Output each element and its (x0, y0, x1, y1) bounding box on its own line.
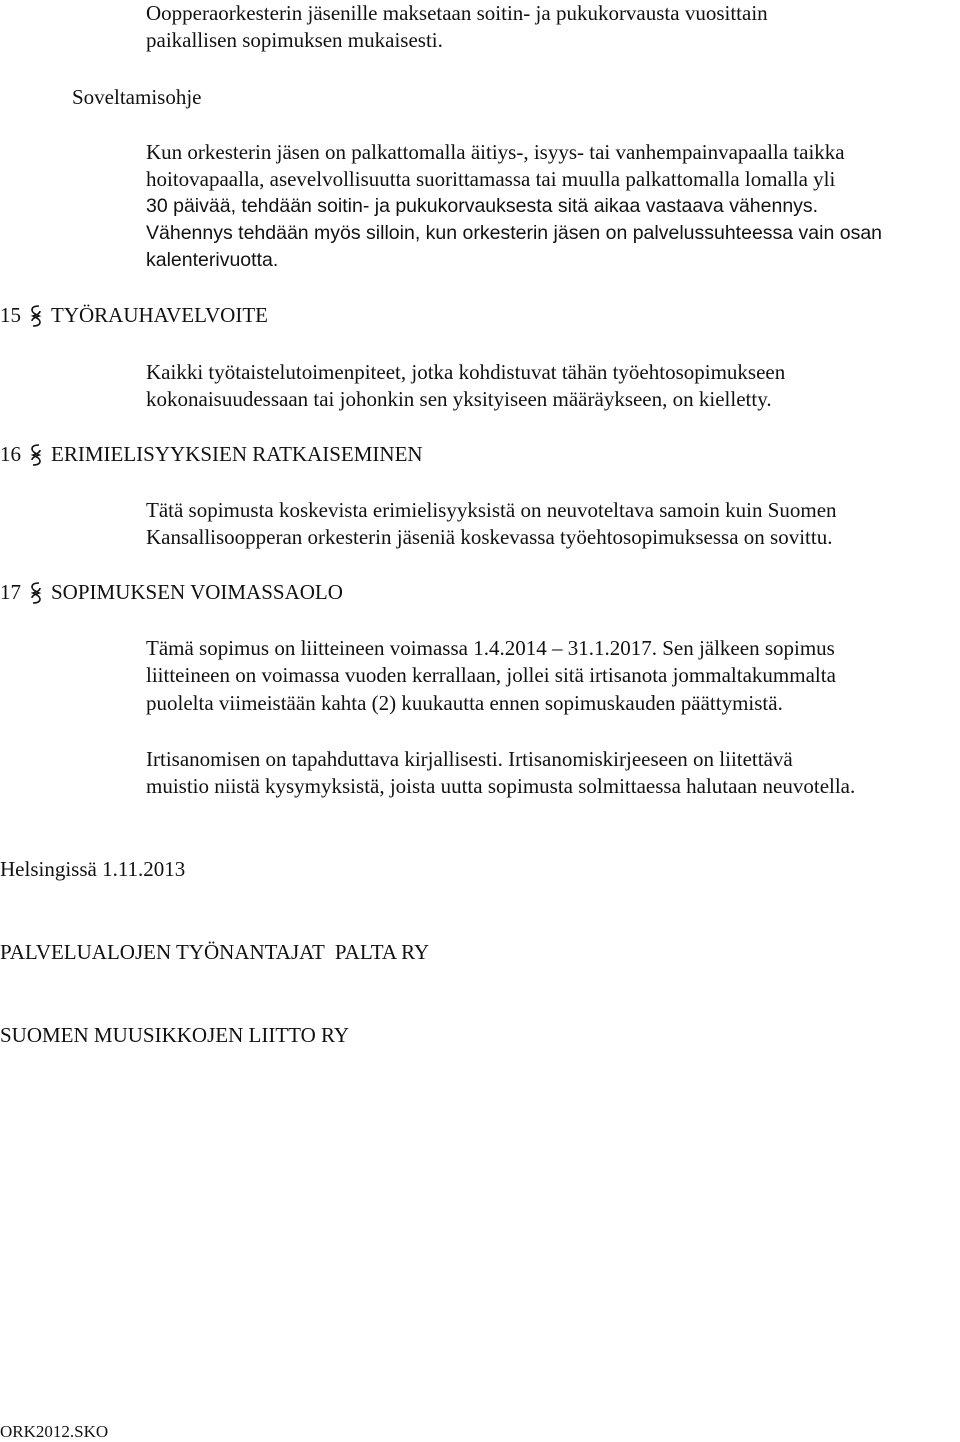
guidance-line-2: hoitovapaalla, asevelvollisuutta suorittamassa tai muulla palkattomalla lomalla yli (146, 167, 836, 191)
section-sign-icon (29, 580, 43, 606)
guidance-line-5: kalenterivuotta. (146, 249, 279, 271)
guidance-line-4: Vähennys tehdään myös silloin, kun orkesterin jäsen on palvelussuhteessa vain osan (146, 222, 883, 244)
section-15-line-1: Kaikki työtaistelutoimenpiteet, jotka kohdistuvat tähän työehtosopimukseen (146, 360, 786, 384)
section-sign-icon (29, 303, 43, 329)
section-16-heading (0, 441, 423, 468)
signatory-union: SUOMEN MUUSIKKOJEN LIITTO RY (0, 1023, 350, 1047)
section-number: 15 (0, 303, 21, 327)
section-number: 16 (0, 442, 21, 466)
section-17-heading (0, 579, 343, 606)
section-15-heading (0, 302, 268, 329)
guidance-line-1: Kun orkesterin jäsen on palkattomalla äitiys-, isyys- tai vanhempainvapaalla taikka (146, 140, 845, 164)
guidance-label: Soveltamisohje (72, 85, 202, 109)
signatory-employer: PALVELUALOJEN TYÖNANTAJAT PALTA RY (0, 940, 430, 964)
guidance-line-3: 30 päivää, tehdään soitin- ja pukukorvauksesta sitä aikaa vastaava vähennys. (146, 195, 819, 217)
intro-line-1: Oopperaorkesterin jäsenille maksetaan soitin- ja pukukorvausta vuosittain (146, 1, 768, 25)
intro-line-2: paikallisen sopimuksen mukaisesti. (146, 28, 443, 52)
section-number: 17 (0, 580, 21, 604)
place-date: Helsingissä 1.11.2013 (0, 857, 186, 881)
section-17-p2-line-2: muistio niistä kysymyksistä, joista uutta sopimusta solmittaessa halutaan neuvotella. (146, 774, 856, 798)
section-17-p1-line-3: puolelta viimeistään kahta (2) kuukautta ennen sopimuskauden päättymistä. (146, 691, 783, 715)
section-16-line-2: Kansallisoopperan orkesterin jäseniä koskevassa työehtosopimuksessa on sovittu. (146, 525, 833, 549)
section-sign-icon (29, 442, 43, 468)
section-title: TYÖRAUHAVELVOITE (51, 303, 268, 327)
section-title: SOPIMUKSEN VOIMASSAOLO (51, 580, 343, 604)
section-16-line-1: Tätä sopimusta koskevista erimielisyyksistä on neuvoteltava samoin kuin Suomen (146, 498, 837, 522)
section-17-p1-line-2: liitteineen on voimassa vuoden kerrallaan, jollei sitä irtisanota jommaltakummalta (146, 663, 836, 687)
section-17-p1-line-1: Tämä sopimus on liitteineen voimassa 1.4.2014 – 31.1.2017. Sen jälkeen sopimus (146, 636, 835, 660)
document-code: ORK2012.SKO (0, 1422, 109, 1441)
section-15-line-2: kokonaisuudessaan tai johonkin sen yksityiseen määräykseen, on kielletty. (146, 387, 772, 411)
section-17-p2-line-1: Irtisanomisen on tapahduttava kirjallisesti. Irtisanomiskirjeeseen on liitettävä (146, 747, 793, 771)
section-title: ERIMIELISYYKSIEN RATKAISEMINEN (51, 442, 423, 466)
